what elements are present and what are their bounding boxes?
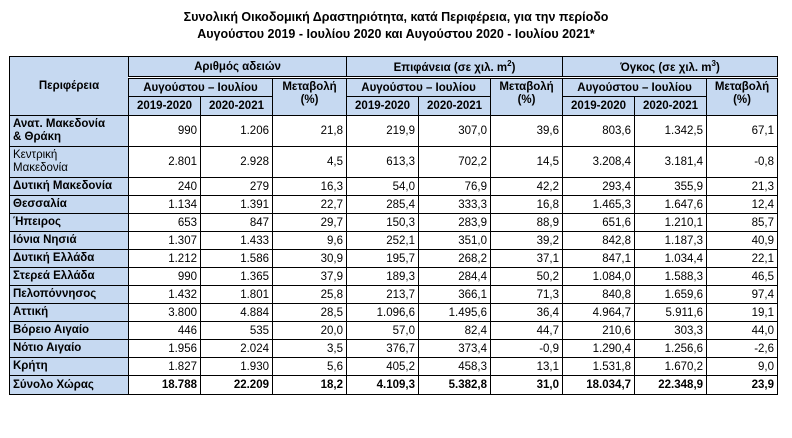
area-change-cell: 14,5 xyxy=(491,147,563,178)
permits-change-cell: 3,5 xyxy=(273,340,347,358)
region-cell xyxy=(10,214,129,232)
area-2019-2020-cell: 57,0 xyxy=(347,322,419,340)
area-change-cell: 44,7 xyxy=(491,322,563,340)
permits-2020-2021-cell: 1.206 xyxy=(201,116,273,147)
volume-change-cell: 40,9 xyxy=(707,232,778,250)
area-2019-2020-cell: 189,3 xyxy=(347,268,419,286)
volume-2019-2020-cell: 4.964,7 xyxy=(563,304,635,322)
total-label-cell: Σύνολο Χώρας xyxy=(10,376,129,395)
volume-period-header: Αυγούστου – Ιουλίου xyxy=(563,78,707,97)
region-name-line: Βόρειο Αιγαίο xyxy=(13,324,90,336)
permits-change-cell: 37,9 xyxy=(273,268,347,286)
volume-2020-2021-cell: 1.659,6 xyxy=(635,286,707,304)
permits-change-cell: 16,3 xyxy=(273,178,347,196)
area-2020-2021-cell: 351,0 xyxy=(419,232,491,250)
permits-year1-header: 2019-2020 xyxy=(129,97,201,116)
permits-2020-2021-cell: 279 xyxy=(201,178,273,196)
permits-2020-2021-cell: 1.586 xyxy=(201,250,273,268)
area-change-cell: 50,2 xyxy=(491,268,563,286)
volume-2020-2021-cell: 355,9 xyxy=(635,178,707,196)
table-row xyxy=(10,214,778,232)
volume-2020-2021-cell: 5.911,6 xyxy=(635,304,707,322)
table-row xyxy=(10,268,778,286)
volume-year1-header: 2019-2020 xyxy=(563,97,635,116)
region-name-line: Δυτική Ελλάδα xyxy=(13,252,95,264)
permits-change-cell: 9,6 xyxy=(273,232,347,250)
area-2019-2020-cell: 405,2 xyxy=(347,358,419,376)
volume-change-cell: 67,1 xyxy=(707,116,778,147)
permits-2019-2020-cell: 1.307 xyxy=(129,232,201,250)
area-2020-2021-cell: 333,3 xyxy=(419,196,491,214)
volume-2020-2021-cell: 1.588,3 xyxy=(635,268,707,286)
table-row xyxy=(10,178,778,196)
volume-change-cell: 12,4 xyxy=(707,196,778,214)
region-cell xyxy=(10,322,129,340)
region-name-line: Κρήτη xyxy=(13,360,48,372)
volume-2019-2020-cell: 840,8 xyxy=(563,286,635,304)
table-row xyxy=(10,322,778,340)
permits-group-header: Αριθμός αδειών xyxy=(129,57,347,78)
permits-2020-2021-cell: 2.024 xyxy=(201,340,273,358)
permits-2019-2020-cell: 1.212 xyxy=(129,250,201,268)
area-2019-2020-cell: 1.096,6 xyxy=(347,304,419,322)
volume-change-cell: 44,0 xyxy=(707,322,778,340)
area-2019-2020-cell: 195,7 xyxy=(347,250,419,268)
region-name-line: Ιόνια Νησιά xyxy=(13,234,77,246)
region-cell xyxy=(10,340,129,358)
volume-change-cell: 9,0 xyxy=(707,358,778,376)
volume-2020-2021-cell: 1.670,2 xyxy=(635,358,707,376)
area-2020-2021-cell: 373,4 xyxy=(419,340,491,358)
permits-period-header: Αυγούστου – Ιουλίου xyxy=(129,78,273,97)
region-name-line: Μακεδονία xyxy=(13,162,68,174)
table-body xyxy=(10,116,778,395)
total-area-2020-2021-cell: 5.382,8 xyxy=(419,376,491,395)
permits-2020-2021-cell: 4.884 xyxy=(201,304,273,322)
volume-2020-2021-cell: 1.647,6 xyxy=(635,196,707,214)
permits-2019-2020-cell: 1.134 xyxy=(129,196,201,214)
total-volume-2020-2021-cell: 22.348,9 xyxy=(635,376,707,395)
volume-2019-2020-cell: 842,8 xyxy=(563,232,635,250)
volume-year2-header: 2020-2021 xyxy=(635,97,707,116)
region-cell xyxy=(10,116,129,147)
total-permits-2020-2021-cell: 22.209 xyxy=(201,376,273,395)
area-change-cell: -0,9 xyxy=(491,340,563,358)
area-2019-2020-cell: 219,9 xyxy=(347,116,419,147)
area-2020-2021-cell: 268,2 xyxy=(419,250,491,268)
permits-change-cell: 20,0 xyxy=(273,322,347,340)
permits-change-header: Μεταβολή (%) xyxy=(273,78,347,116)
table-row xyxy=(10,250,778,268)
permits-2019-2020-cell: 1.432 xyxy=(129,286,201,304)
region-column-header: Περιφέρεια xyxy=(10,57,129,116)
table-row xyxy=(10,340,778,358)
permits-2019-2020-cell: 2.801 xyxy=(129,147,201,178)
area-2020-2021-cell: 82,4 xyxy=(419,322,491,340)
area-2020-2021-cell: 283,9 xyxy=(419,214,491,232)
volume-group-header: Όγκος (σε χιλ. $m^3$) xyxy=(563,57,778,78)
volume-2020-2021-cell: 1.034,4 xyxy=(635,250,707,268)
region-cell xyxy=(10,286,129,304)
volume-change-cell: -2,6 xyxy=(707,340,778,358)
area-group-header: Επιφάνεια (σε χιλ. $m^2$) xyxy=(347,57,563,78)
permits-change-cell: 22,7 xyxy=(273,196,347,214)
volume-2019-2020-cell: 3.208,4 xyxy=(563,147,635,178)
volume-change-cell: 85,7 xyxy=(707,214,778,232)
area-change-cell: 13,1 xyxy=(491,358,563,376)
permits-2019-2020-cell: 653 xyxy=(129,214,201,232)
area-2020-2021-cell: 366,1 xyxy=(419,286,491,304)
area-year2-header: 2020-2021 xyxy=(419,97,491,116)
permits-2020-2021-cell: 1.365 xyxy=(201,268,273,286)
volume-2019-2020-cell: 1.290,4 xyxy=(563,340,635,358)
region-name-line: & Θράκη xyxy=(13,131,62,143)
volume-change-cell: 22,1 xyxy=(707,250,778,268)
volume-2020-2021-cell: 303,3 xyxy=(635,322,707,340)
region-cell xyxy=(10,196,129,214)
area-2019-2020-cell: 613,3 xyxy=(347,147,419,178)
area-2020-2021-cell: 76,9 xyxy=(419,178,491,196)
region-name-line: Ανατ. Μακεδονία xyxy=(13,118,106,130)
volume-change-cell: 21,3 xyxy=(707,178,778,196)
permits-2020-2021-cell: 1.433 xyxy=(201,232,273,250)
region-name-line: Πελοπόννησος xyxy=(13,288,97,300)
volume-2019-2020-cell: 1.531,8 xyxy=(563,358,635,376)
permits-change-cell: 25,8 xyxy=(273,286,347,304)
area-change-header: Μεταβολή (%) xyxy=(491,78,563,116)
permits-change-cell: 5,6 xyxy=(273,358,347,376)
area-2019-2020-cell: 285,4 xyxy=(347,196,419,214)
permits-2019-2020-cell: 1.827 xyxy=(129,358,201,376)
volume-2020-2021-cell: 1.187,3 xyxy=(635,232,707,250)
permits-2020-2021-cell: 1.801 xyxy=(201,286,273,304)
permits-change-cell: 21,8 xyxy=(273,116,347,147)
volume-2020-2021-cell: 1.256,6 xyxy=(635,340,707,358)
total-area-2019-2020-cell: 4.109,3 xyxy=(347,376,419,395)
region-name-line: Ήπειρος xyxy=(13,216,61,228)
area-2019-2020-cell: 252,1 xyxy=(347,232,419,250)
table-row xyxy=(10,196,778,214)
region-name-line: Κεντρική xyxy=(13,149,58,161)
area-change-cell: 16,8 xyxy=(491,196,563,214)
permits-change-cell: 29,7 xyxy=(273,214,347,232)
volume-2019-2020-cell: 210,6 xyxy=(563,322,635,340)
region-cell xyxy=(10,232,129,250)
volume-2020-2021-cell: 3.181,4 xyxy=(635,147,707,178)
region-cell xyxy=(10,304,129,322)
area-period-header: Αυγούστου – Ιουλίου xyxy=(347,78,491,97)
region-cell xyxy=(10,250,129,268)
volume-2020-2021-cell: 1.210,1 xyxy=(635,214,707,232)
title-line-2: Αυγούστου 2019 - Ιουλίου 2020 και Αυγούστου 2020 - Ιουλίου 2021* xyxy=(197,27,595,41)
permits-2019-2020-cell: 446 xyxy=(129,322,201,340)
total-permits-change-cell: 18,2 xyxy=(273,376,347,395)
total-volume-change-cell: 23,9 xyxy=(707,376,778,395)
table-row xyxy=(10,304,778,322)
table-row xyxy=(10,358,778,376)
volume-2019-2020-cell: 847,1 xyxy=(563,250,635,268)
area-change-cell: 88,9 xyxy=(491,214,563,232)
area-change-cell: 39,2 xyxy=(491,232,563,250)
permits-2020-2021-cell: 1.930 xyxy=(201,358,273,376)
area-2019-2020-cell: 213,7 xyxy=(347,286,419,304)
total-volume-2019-2020-cell: 18.034,7 xyxy=(563,376,635,395)
volume-2020-2021-cell: 1.342,5 xyxy=(635,116,707,147)
permits-2020-2021-cell: 1.391 xyxy=(201,196,273,214)
region-name-line: Νότιο Αιγαίο xyxy=(13,342,82,354)
area-year1-header: 2019-2020 xyxy=(347,97,419,116)
permits-change-cell: 28,5 xyxy=(273,304,347,322)
area-change-cell: 36,4 xyxy=(491,304,563,322)
region-name-line: Στερεά Ελλάδα xyxy=(13,270,95,282)
area-2019-2020-cell: 376,7 xyxy=(347,340,419,358)
region-cell xyxy=(10,147,129,178)
volume-change-cell: 46,5 xyxy=(707,268,778,286)
volume-2019-2020-cell: 651,6 xyxy=(563,214,635,232)
total-area-change-cell: 31,0 xyxy=(491,376,563,395)
table-title xyxy=(0,0,792,40)
region-name-line: Θεσσαλία xyxy=(13,198,67,210)
total-permits-2019-2020-cell: 18.788 xyxy=(129,376,201,395)
permits-change-cell: 4,5 xyxy=(273,147,347,178)
permits-2020-2021-cell: 847 xyxy=(201,214,273,232)
permits-2020-2021-cell: 535 xyxy=(201,322,273,340)
region-name-line: Δυτική Μακεδονία xyxy=(13,180,113,192)
region-cell xyxy=(10,268,129,286)
region-name-line: Αττική xyxy=(13,306,49,318)
area-change-cell: 42,2 xyxy=(491,178,563,196)
total-row xyxy=(10,376,778,395)
permits-2019-2020-cell: 990 xyxy=(129,268,201,286)
area-change-cell: 37,1 xyxy=(491,250,563,268)
area-2020-2021-cell: 1.495,6 xyxy=(419,304,491,322)
area-2019-2020-cell: 150,3 xyxy=(347,214,419,232)
permits-2019-2020-cell: 240 xyxy=(129,178,201,196)
area-2020-2021-cell: 458,3 xyxy=(419,358,491,376)
permits-2020-2021-cell: 2.928 xyxy=(201,147,273,178)
table-row xyxy=(10,286,778,304)
volume-2019-2020-cell: 293,4 xyxy=(563,178,635,196)
area-change-cell: 39,6 xyxy=(491,116,563,147)
volume-2019-2020-cell: 1.465,3 xyxy=(563,196,635,214)
permits-2019-2020-cell: 3.800 xyxy=(129,304,201,322)
area-2020-2021-cell: 307,0 xyxy=(419,116,491,147)
volume-2019-2020-cell: 803,6 xyxy=(563,116,635,147)
construction-activity-table xyxy=(9,56,778,395)
area-2020-2021-cell: 702,2 xyxy=(419,147,491,178)
volume-change-cell: 97,4 xyxy=(707,286,778,304)
volume-2019-2020-cell: 1.084,0 xyxy=(563,268,635,286)
permits-year2-header: 2020-2021 xyxy=(201,97,273,116)
permits-change-cell: 30,9 xyxy=(273,250,347,268)
area-2020-2021-cell: 284,4 xyxy=(419,268,491,286)
permits-2019-2020-cell: 990 xyxy=(129,116,201,147)
area-2019-2020-cell: 54,0 xyxy=(347,178,419,196)
region-cell xyxy=(10,178,129,196)
region-cell xyxy=(10,358,129,376)
volume-change-cell: -0,8 xyxy=(707,147,778,178)
permits-2019-2020-cell: 1.956 xyxy=(129,340,201,358)
volume-change-cell: 19,1 xyxy=(707,304,778,322)
title-line-1: Συνολική Οικοδομική Δραστηριότητα, κατά Περιφέρεια, για την περίοδο xyxy=(183,10,609,24)
volume-change-header: Μεταβολή (%) xyxy=(707,78,778,116)
area-change-cell: 71,3 xyxy=(491,286,563,304)
table-row xyxy=(10,116,778,147)
table-row xyxy=(10,232,778,250)
table-row xyxy=(10,147,778,178)
